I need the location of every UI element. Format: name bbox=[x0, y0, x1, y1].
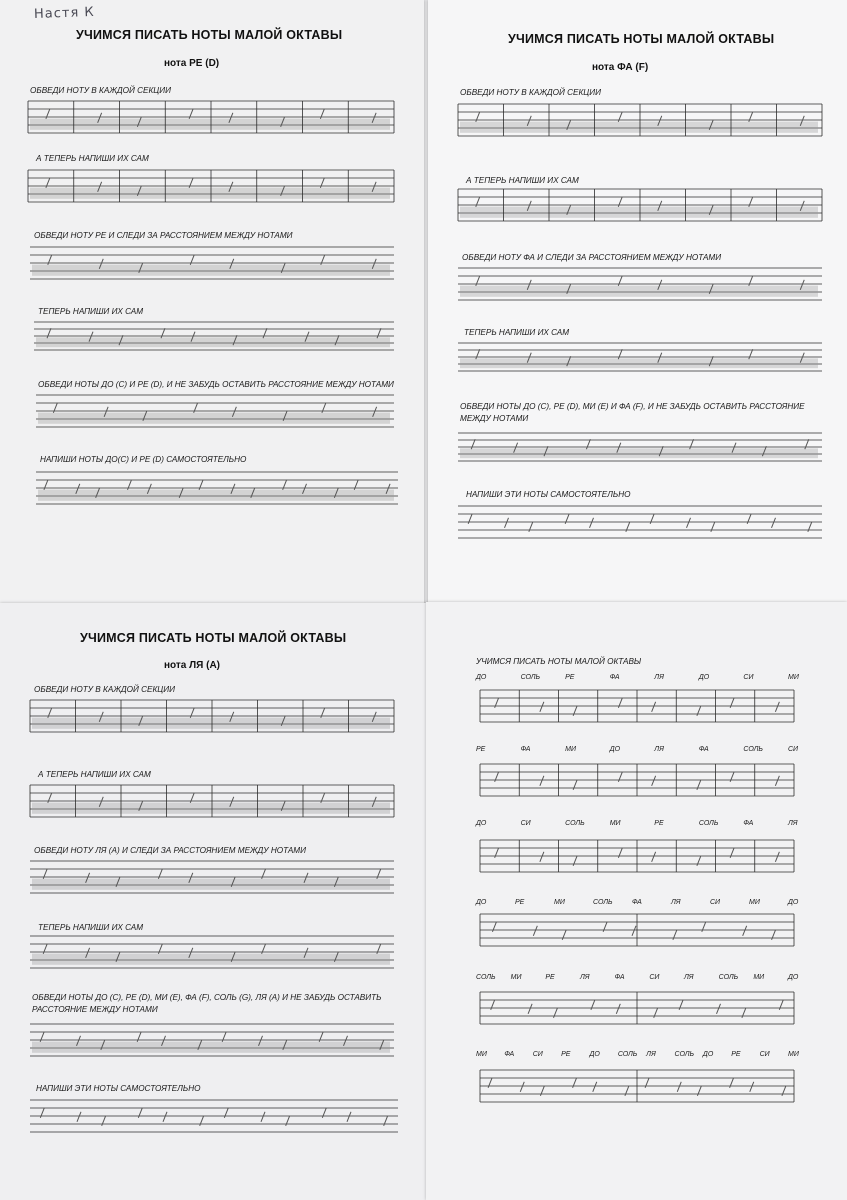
pencil-note-mark bbox=[775, 776, 779, 786]
pencil-note-mark bbox=[586, 439, 590, 449]
note-name-label: ЛЯ bbox=[684, 974, 694, 981]
pencil-note-mark bbox=[805, 439, 809, 449]
note-name-label: РЕ bbox=[565, 674, 575, 681]
note-name-label: РЕ bbox=[545, 974, 555, 981]
note-name-label: ФА bbox=[632, 899, 642, 906]
pencil-shading bbox=[460, 448, 818, 458]
pencil-shading bbox=[460, 207, 818, 218]
note-name-label: РЕ bbox=[731, 1051, 741, 1058]
exercise-label-2: А ТЕПЕРЬ НАПИШИ ИХ САМ bbox=[36, 154, 149, 163]
note-name-label: ДО bbox=[589, 1051, 600, 1058]
pencil-note-mark bbox=[161, 328, 165, 338]
pencil-shading bbox=[32, 803, 390, 814]
pencil-note-mark bbox=[616, 1004, 620, 1014]
note-name-label: СОЛЬ bbox=[565, 820, 585, 827]
note-name-label: ЛЯ bbox=[788, 820, 798, 827]
pencil-note-mark bbox=[540, 702, 544, 712]
exercise-label-6: НАПИШИ ЭТИ НОТЫ САМОСТОЯТЕЛЬНО bbox=[466, 490, 631, 499]
pencil-shading bbox=[38, 490, 394, 501]
pencil-note-mark bbox=[593, 1082, 597, 1092]
note-name-label: СИ bbox=[520, 820, 531, 827]
note-name-label: СОЛЬ bbox=[593, 899, 613, 906]
note-name-label: ФА bbox=[504, 1051, 515, 1058]
note-name-label: СИ bbox=[759, 1051, 770, 1058]
exercise-label-6: НАПИШИ ЭТИ НОТЫ САМОСТОЯТЕЛЬНО bbox=[36, 1084, 201, 1093]
pencil-shading bbox=[30, 119, 390, 130]
note-name-label: МИ bbox=[749, 899, 760, 906]
note-name-label: ЛЯ bbox=[580, 974, 590, 981]
note-name-label: СОЛЬ bbox=[674, 1051, 695, 1058]
exercise-label-4: ТЕПЕРЬ НАПИШИ ИХ САМ bbox=[464, 328, 570, 337]
worksheet-note-re bbox=[0, 0, 424, 608]
note-name-label: МИ bbox=[565, 746, 576, 753]
note-name-label: СОЛЬ bbox=[698, 820, 719, 827]
pencil-note-mark bbox=[677, 1082, 681, 1092]
note-name-label: ДО bbox=[609, 746, 621, 753]
note-name-label: СИ bbox=[710, 899, 721, 906]
note-name-label: МИ bbox=[788, 1051, 799, 1058]
page-title: УЧИМСЯ ПИСАТЬ НОТЫ МАЛОЙ ОКТАВЫ bbox=[76, 28, 343, 42]
pencil-shading bbox=[38, 413, 390, 424]
note-name-label: ЛЯ bbox=[671, 899, 681, 906]
pencil-note-mark bbox=[528, 1004, 532, 1014]
exercise-label-6: НАПИШИ НОТЫ ДО(C) И РЕ (D) САМОСТОЯТЕЛЬНО bbox=[40, 455, 247, 464]
note-name-label: МИ bbox=[476, 1051, 487, 1058]
pencil-note-mark bbox=[377, 328, 381, 338]
exercise-label-3: ОБВЕДИ НОТУ ФА И СЛЕДИ ЗА РАССТОЯНИЕМ МЕЖДУ НОТАМИ bbox=[462, 253, 722, 262]
pencil-note-mark bbox=[652, 852, 656, 862]
pencil-note-mark bbox=[47, 328, 51, 338]
pencil-note-mark bbox=[618, 349, 622, 359]
pencil-shading bbox=[32, 879, 390, 890]
pencil-note-mark bbox=[749, 349, 753, 359]
note-name-label: ДО bbox=[476, 899, 487, 906]
note-name-label: СОЛЬ bbox=[743, 746, 763, 753]
note-name-label: ЛЯ bbox=[654, 746, 664, 753]
note-name-label: СОЛЬ bbox=[617, 1051, 638, 1058]
exercise-label-5: ОБВЕДИ НОТЫ ДО (C), РЕ (D), МИ (E) И ФА (F), И НЕ ЗАБУДЬ ОСТАВИТЬ РАССТОЯНИЕ МЕЖДУ НОТАМИ bbox=[460, 402, 805, 423]
exercise-label-5: ОБВЕДИ НОТЫ ДО (C), РЕ (D), МИ (E), ФА (F), СОЛЬ (G), ЛЯ (A) И НЕ ЗАБУДЬ ОСТАВИТЬ РАССТОЯНИЕ МЕЖДУ НОТАМИ bbox=[32, 993, 382, 1014]
pencil-note-mark bbox=[775, 852, 779, 862]
pencil-shading bbox=[32, 954, 390, 965]
pencil-note-mark bbox=[717, 1004, 721, 1014]
pencil-shading bbox=[30, 188, 390, 199]
exercise-label-1: ОБВЕДИ НОТУ В КАЖДОЙ СЕКЦИИ bbox=[460, 88, 601, 97]
note-name-label: РЕ bbox=[515, 899, 525, 906]
pencil-note-mark bbox=[652, 702, 656, 712]
exercise-label-5: ОБВЕДИ НОТЫ ДО (C) И РЕ (D), И НЕ ЗАБУДЬ ОСТАВИТЬ РАССТОЯНИЕ МЕЖДУ НОТАМИ bbox=[38, 380, 394, 389]
note-name-label: МИ bbox=[510, 974, 522, 981]
pencil-shading bbox=[36, 337, 390, 347]
exercise-label-3: ОБВЕДИ НОТУ ЛЯ (A) И СЛЕДИ ЗА РАССТОЯНИЕМ МЕЖДУ НОТАМИ bbox=[34, 846, 306, 855]
worksheet-mixed-notes bbox=[426, 602, 847, 1200]
pencil-shading bbox=[460, 358, 818, 368]
note-name-label: СОЛЬ bbox=[718, 974, 739, 981]
pencil-note-mark bbox=[775, 702, 779, 712]
note-name-label: РЕ bbox=[476, 746, 486, 753]
note-name-label: ЛЯ bbox=[646, 1051, 656, 1058]
pencil-shading bbox=[460, 286, 818, 297]
note-name-label: ДО bbox=[788, 899, 799, 906]
note-name-label: РЕ bbox=[654, 820, 664, 827]
handwritten-name: Настя К bbox=[33, 4, 95, 23]
pencil-note-mark bbox=[743, 926, 747, 936]
note-name-label: МИ bbox=[554, 899, 565, 906]
note-name-label: СОЛЬ bbox=[476, 974, 496, 981]
worksheet-note-la bbox=[0, 603, 426, 1200]
note-name-label: МИ bbox=[753, 974, 765, 981]
page-subtitle: нота ЛЯ (A) bbox=[164, 660, 221, 671]
note-name-label: СИ bbox=[788, 746, 799, 753]
pencil-note-mark bbox=[750, 1082, 754, 1092]
pencil-shading bbox=[32, 718, 390, 729]
pencil-note-mark bbox=[772, 518, 776, 528]
note-name-label: ФА bbox=[614, 974, 625, 981]
pencil-note-mark bbox=[533, 926, 537, 936]
pencil-note-mark bbox=[687, 518, 691, 528]
note-name-label: ФА bbox=[698, 746, 709, 753]
pencil-shading bbox=[460, 122, 818, 133]
note-name-label: СОЛЬ bbox=[520, 674, 541, 681]
note-name-label: РЕ bbox=[561, 1051, 571, 1058]
exercise-label-1: ОБВЕДИ НОТУ В КАЖДОЙ СЕКЦИИ bbox=[30, 86, 171, 95]
note-name-label: МИ bbox=[609, 820, 621, 827]
page-title: УЧИМСЯ ПИСАТЬ НОТЫ МАЛОЙ ОКТАВЫ bbox=[476, 657, 642, 666]
page-subtitle: нота РЕ (D) bbox=[164, 58, 220, 69]
page-subtitle: нота ФА (F) bbox=[592, 62, 649, 73]
pencil-note-mark bbox=[163, 1112, 167, 1122]
exercise-label-2: А ТЕПЕРЬ НАПИШИ ИХ САМ bbox=[466, 176, 579, 185]
pencil-note-mark bbox=[261, 1112, 265, 1122]
exercise-label-3: ОБВЕДИ НОТУ РЕ И СЛЕДИ ЗА РАССТОЯНИЕМ МЕЖДУ НОТАМИ bbox=[34, 231, 293, 240]
worksheet-note-fa bbox=[428, 0, 847, 608]
pencil-note-mark bbox=[476, 349, 480, 359]
note-name-label: ДО bbox=[476, 674, 487, 681]
note-name-label: МИ bbox=[788, 674, 799, 681]
pencil-note-mark bbox=[590, 518, 594, 528]
note-name-label: ДО bbox=[788, 974, 799, 981]
exercise-label-4: ТЕПЕРЬ НАПИШИ ИХ САМ bbox=[38, 923, 144, 932]
note-name-label: ФА bbox=[520, 746, 531, 753]
pencil-note-mark bbox=[632, 926, 636, 936]
page-title: УЧИМСЯ ПИСАТЬ НОТЫ МАЛОЙ ОКТАВЫ bbox=[80, 631, 347, 645]
note-name-label: ДО bbox=[702, 1051, 714, 1058]
pencil-note-mark bbox=[652, 776, 656, 786]
pencil-note-mark bbox=[540, 852, 544, 862]
note-name-label: ДО bbox=[698, 674, 710, 681]
pencil-note-mark bbox=[263, 328, 267, 338]
note-name-label: ДО bbox=[476, 820, 487, 827]
pencil-note-mark bbox=[471, 439, 475, 449]
pencil-shading bbox=[32, 1042, 390, 1053]
note-name-label: ЛЯ bbox=[654, 674, 664, 681]
pencil-note-mark bbox=[690, 439, 694, 449]
pencil-note-mark bbox=[77, 1112, 81, 1122]
note-name-label: ФА bbox=[609, 674, 620, 681]
note-name-label: СИ bbox=[649, 974, 660, 981]
exercise-label-1: ОБВЕДИ НОТУ В КАЖДОЙ СЕКЦИИ bbox=[34, 685, 175, 694]
exercise-label-4: ТЕПЕРЬ НАПИШИ ИХ САМ bbox=[38, 307, 144, 316]
pencil-note-mark bbox=[520, 1082, 524, 1092]
pencil-shading bbox=[32, 265, 390, 276]
note-name-label: СИ bbox=[532, 1051, 543, 1058]
note-name-label: СИ bbox=[743, 674, 754, 681]
pencil-note-mark bbox=[505, 518, 509, 528]
exercise-label-2: А ТЕПЕРЬ НАПИШИ ИХ САМ bbox=[38, 770, 151, 779]
pencil-note-mark bbox=[347, 1112, 351, 1122]
pencil-note-mark bbox=[540, 776, 544, 786]
page-title: УЧИМСЯ ПИСАТЬ НОТЫ МАЛОЙ ОКТАВЫ bbox=[508, 32, 775, 46]
note-name-label: ФА bbox=[743, 820, 754, 827]
